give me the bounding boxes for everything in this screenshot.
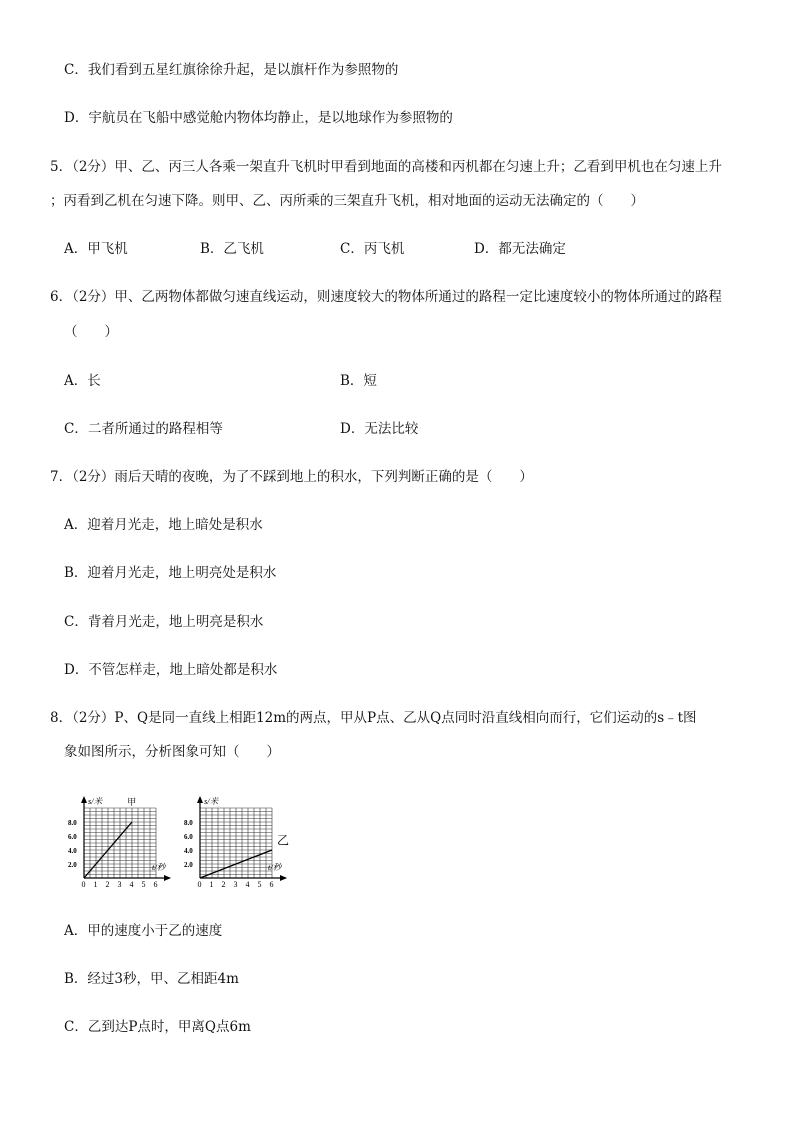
q6-option-a[interactable]: A．长 (64, 373, 101, 389)
q5-stem-line2: ；丙看到乙机在匀速下降。则甲、乙、丙所乘的三架直升飞机，相对地面的运动无法确定的（ ） (50, 193, 644, 209)
series-label: 甲 (127, 797, 137, 807)
q7-option-d[interactable]: D．不管怎样走，地上暗处都是积水 (64, 662, 278, 678)
q6-stem-line1: 6．（2分）甲、乙两物体都做匀速直线运动，则速度较大的物体所通过的路程一定比速度较小的物体所通过的路程 (50, 289, 722, 305)
q5-option-d[interactable]: D．都无法确定 (474, 241, 566, 257)
q6-stem-line2: （ ） (64, 324, 118, 340)
y-axis-arrow (81, 796, 87, 803)
q7-stem: 7．（2分）雨后天晴的夜晚，为了不踩到地上的积水，下列判断正确的是（ ） (50, 469, 533, 485)
yi-st-graph (182, 794, 312, 890)
x-tick-label: 6 (269, 880, 274, 889)
y-tick-label: 6.0 (184, 833, 193, 841)
q7-option-a[interactable]: A．迎着月光走，地上暗处是积水 (64, 517, 263, 533)
y-tick-label: 8.0 (184, 819, 193, 827)
q4-option-c[interactable]: C．我们看到五星红旗徐徐升起，是以旗杆作为参照物的 (64, 62, 399, 78)
q6-option-d[interactable]: D．无法比较 (340, 421, 419, 437)
q5-stem-line1: 5．（2分）甲、乙、丙三人各乘一架直升飞机时甲看到地面的高楼和丙机都在匀速上升；乙看到甲机也在匀速上升 (50, 159, 722, 175)
y-tick-label: 6.0 (68, 833, 77, 841)
x-tick-label: 6 (153, 880, 158, 889)
x-axis-arrow (280, 875, 287, 881)
x-tick-label: 0 (197, 880, 202, 889)
x-tick-label: 4 (245, 880, 250, 889)
q5-option-b[interactable]: B．乙飞机 (200, 241, 264, 257)
q8-option-c[interactable]: C．乙到达P点时，甲离Q点6m (64, 1019, 251, 1035)
x-tick-label: 1 (93, 880, 98, 889)
jia-st-graph (62, 794, 184, 890)
x-tick-label: 3 (233, 880, 238, 889)
q5-option-c[interactable]: C．丙飞机 (340, 241, 405, 257)
graph-grid (84, 808, 156, 878)
x-axis-label: t/秒 (152, 862, 166, 872)
series-label: 乙 (277, 833, 290, 848)
q8-stem-line1: 8．（2分）P、Q是同一直线上相距12m的两点，甲从P点、乙从Q点同时沿直线相向而行，它们运动的s﹣t图 (50, 710, 697, 726)
x-tick-label: 5 (141, 880, 146, 889)
x-tick-label: 1 (209, 880, 214, 889)
q8-option-b[interactable]: B．经过3秒，甲、乙相距4m (64, 971, 239, 987)
q7-option-c[interactable]: C．背着月光走，地上明亮是积水 (64, 614, 264, 630)
x-tick-label: 5 (257, 880, 262, 889)
x-axis-label: t/秒 (268, 862, 282, 872)
y-tick-label: 8.0 (68, 819, 77, 827)
y-axis-label: s/米 (88, 796, 103, 806)
y-tick-label: 2.0 (68, 861, 77, 869)
q6-option-c[interactable]: C．二者所通过的路程相等 (64, 421, 223, 437)
x-tick-label: 2 (221, 880, 226, 889)
q6-option-b[interactable]: B．短 (340, 373, 377, 389)
y-tick-label: 4.0 (184, 847, 193, 855)
x-tick-label: 2 (105, 880, 110, 889)
graph-grid (200, 808, 272, 878)
y-tick-label: 2.0 (184, 861, 193, 869)
q8-option-a[interactable]: A．甲的速度小于乙的速度 (64, 923, 223, 939)
x-axis-arrow (164, 875, 171, 881)
y-axis-arrow (197, 796, 203, 803)
q5-option-a[interactable]: A．甲飞机 (64, 241, 128, 257)
q8-stem-line2: 象如图所示，分析图象可知（ ） (64, 744, 280, 760)
y-axis-label: s/米 (204, 796, 219, 806)
x-tick-label: 4 (129, 880, 134, 889)
y-tick-label: 4.0 (68, 847, 77, 855)
x-tick-label: 3 (117, 880, 122, 889)
q4-option-d[interactable]: D．宇航员在飞船中感觉舱内物体均静止，是以地球作为参照物的 (64, 110, 453, 126)
x-tick-label: 0 (81, 880, 86, 889)
q7-option-b[interactable]: B．迎着月光走，地上明亮处是积水 (64, 565, 277, 581)
